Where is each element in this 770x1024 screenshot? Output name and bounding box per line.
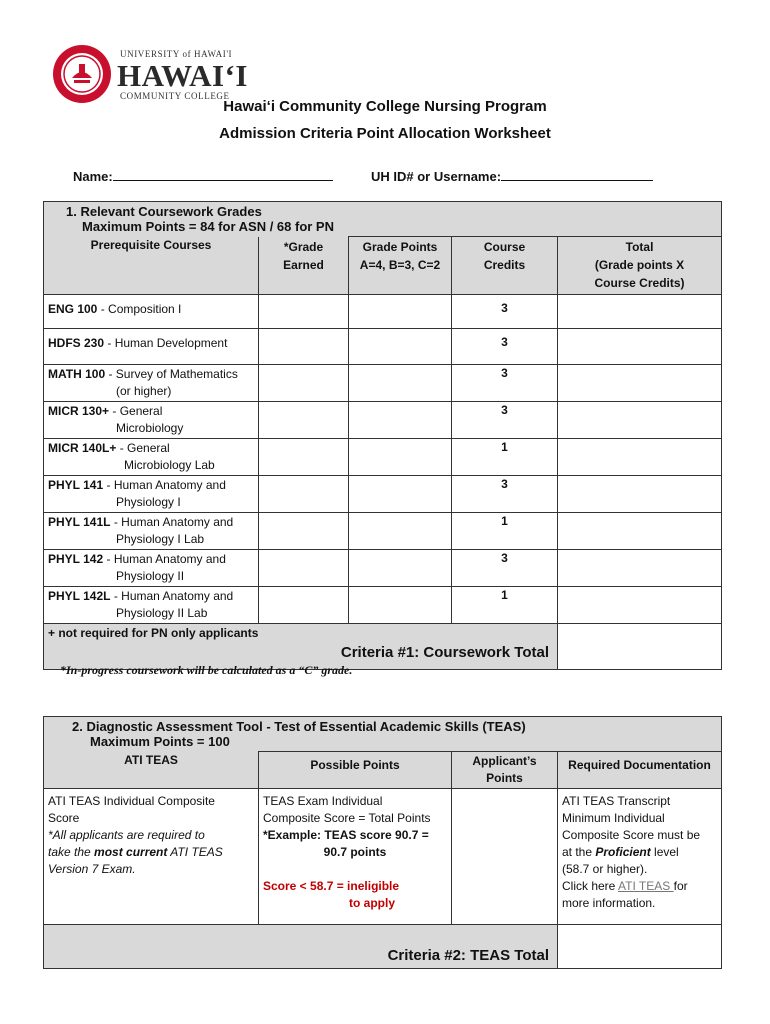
name-label: Name: xyxy=(73,169,113,184)
course-name-cell: HDFS 230 - Human Development xyxy=(44,329,259,365)
course-total-input[interactable] xyxy=(558,365,722,402)
grade-earned-input[interactable] xyxy=(259,587,349,624)
ineligible-warning: Score < 58.7 = ineligible xyxy=(263,879,400,893)
coursework-total-label: Criteria #1: Coursework Total xyxy=(340,644,549,661)
course-total-input[interactable] xyxy=(558,550,722,587)
course-name-cell: PHYL 142L - Human Anatomy and Physiology II Lab xyxy=(44,587,259,624)
course-name-cell: MICR 130+ - General Microbiology xyxy=(44,402,259,439)
course-row xyxy=(44,476,722,513)
course-row xyxy=(44,587,722,624)
course-credits-value: 3 xyxy=(452,329,558,365)
section2-heading-row xyxy=(44,717,722,752)
teas-total-row xyxy=(44,925,722,969)
col-required-documentation: Required Documentation xyxy=(558,752,722,789)
grade-earned-input[interactable] xyxy=(259,329,349,365)
section1-column-header-row xyxy=(44,237,722,295)
course-total-input[interactable] xyxy=(558,476,722,513)
section2-max-points: Maximum Points = 100 xyxy=(90,734,230,749)
course-total-input[interactable] xyxy=(558,587,722,624)
course-name-cell: MATH 100 - Survey of Mathematics (or higher) xyxy=(44,365,259,402)
col-possible-points: Possible Points xyxy=(259,752,452,789)
col-ati-teas: ATI TEAS xyxy=(44,752,259,789)
uh-id-field[interactable] xyxy=(371,168,653,184)
course-name-cell: PHYL 141L - Human Anatomy and Physiology I Lab xyxy=(44,513,259,550)
uh-id-blank-line[interactable] xyxy=(501,168,653,181)
course-name-cell: ENG 100 - Composition I xyxy=(44,295,259,329)
grade-points-input[interactable] xyxy=(349,476,452,513)
grade-points-input[interactable] xyxy=(349,513,452,550)
grade-earned-input[interactable] xyxy=(259,295,349,329)
grade-earned-input[interactable] xyxy=(259,439,349,476)
course-total-input[interactable] xyxy=(558,402,722,439)
section1-max-points: Maximum Points = 84 for ASN / 68 for PN xyxy=(82,219,334,234)
name-field[interactable] xyxy=(73,168,333,184)
course-name-cell: PHYL 141 - Human Anatomy and Physiology I xyxy=(44,476,259,513)
course-credits-value: 3 xyxy=(452,295,558,329)
uh-id-label: UH ID# or Username: xyxy=(371,169,502,184)
course-row xyxy=(44,329,722,365)
teas-possible-points-cell: TEAS Exam Individual Composite Score = Total Points *Example: TEAS score 90.7 = 90.7 points Score < 58.7 = ineligible to apply xyxy=(259,789,452,925)
grade-earned-input[interactable] xyxy=(259,513,349,550)
grade-points-input[interactable] xyxy=(349,295,452,329)
grade-earned-input[interactable] xyxy=(259,476,349,513)
university-seal-logo xyxy=(52,44,112,104)
course-credits-value: 3 xyxy=(452,550,558,587)
section1-heading-row xyxy=(44,202,722,237)
grade-points-input[interactable] xyxy=(349,365,452,402)
teas-description-cell: ATI TEAS Individual Composite Score *All applicants are required to take the most current ATI TEAS Version 7 Exam. xyxy=(44,789,259,925)
logo-hawaii-text: HAWAIʻI xyxy=(117,58,248,93)
teas-total-value[interactable] xyxy=(558,925,722,969)
course-name-cell: PHYL 142 - Human Anatomy and Physiology II xyxy=(44,550,259,587)
grade-points-input[interactable] xyxy=(349,402,452,439)
section2-column-header-row xyxy=(44,752,722,789)
course-credits-value: 3 xyxy=(452,365,558,402)
col-prereq-courses: Prerequisite Courses xyxy=(44,237,259,295)
course-row xyxy=(44,513,722,550)
logo-community-college-text: COMMUNITY COLLEGE xyxy=(120,91,230,101)
grade-points-input[interactable] xyxy=(349,329,452,365)
col-course-credits: Course Credits xyxy=(452,237,558,295)
document-title: Hawai‘i Community College Nursing Program xyxy=(223,98,547,115)
col-grade-points: Grade Points A=4, B=3, C=2 xyxy=(349,237,452,295)
course-row xyxy=(44,365,722,402)
course-name-cell: MICR 140L+ - General Microbiology Lab xyxy=(44,439,259,476)
course-credits-value: 3 xyxy=(452,402,558,439)
document-subtitle: Admission Criteria Point Allocation Worksheet xyxy=(219,125,551,142)
in-progress-footnote: *In-progress coursework will be calculated as a “C” grade. xyxy=(60,663,353,677)
logo-university-text: UNIVERSITY of HAWAI'I xyxy=(120,49,233,59)
col-grade-earned: *Grade Earned xyxy=(259,237,349,295)
course-total-input[interactable] xyxy=(558,513,722,550)
course-total-input[interactable] xyxy=(558,295,722,329)
course-row xyxy=(44,550,722,587)
pn-note: + not required for PN only applicants xyxy=(48,626,259,640)
section2-heading: 2. Diagnostic Assessment Tool - Test of Essential Academic Skills (TEAS) xyxy=(72,719,526,734)
ati-teas-link[interactable]: ATI TEAS xyxy=(618,879,674,893)
course-credits-value: 1 xyxy=(452,439,558,476)
col-total: Total (Grade points X Course Credits) xyxy=(558,237,722,295)
grade-points-input[interactable] xyxy=(349,587,452,624)
section1-heading: 1. Relevant Coursework Grades xyxy=(66,204,262,219)
grade-points-input[interactable] xyxy=(349,439,452,476)
course-row xyxy=(44,439,722,476)
course-credits-value: 1 xyxy=(452,587,558,624)
grade-earned-input[interactable] xyxy=(259,402,349,439)
grade-earned-input[interactable] xyxy=(259,550,349,587)
course-row xyxy=(44,295,722,329)
course-row xyxy=(44,402,722,439)
grade-earned-input[interactable] xyxy=(259,365,349,402)
grade-points-input[interactable] xyxy=(349,550,452,587)
course-credits-value: 3 xyxy=(452,476,558,513)
name-blank-line[interactable] xyxy=(113,168,333,181)
teas-detail-row xyxy=(44,789,722,925)
teas-table xyxy=(43,716,722,969)
course-rows xyxy=(44,295,722,624)
course-total-input[interactable] xyxy=(558,439,722,476)
coursework-total-value[interactable] xyxy=(558,624,722,670)
coursework-table xyxy=(43,201,722,670)
teas-documentation-cell: ATI TEAS Transcript Minimum Individual Composite Score must be at the Proficient level (58.7 or higher). Click here ATI TEAS for more information. xyxy=(558,789,722,925)
teas-applicant-points-input[interactable] xyxy=(452,789,558,925)
col-applicant-points: Applicant’s Points xyxy=(452,752,558,789)
course-total-input[interactable] xyxy=(558,329,722,365)
course-credits-value: 1 xyxy=(452,513,558,550)
teas-total-label: Criteria #2: TEAS Total xyxy=(44,925,558,969)
